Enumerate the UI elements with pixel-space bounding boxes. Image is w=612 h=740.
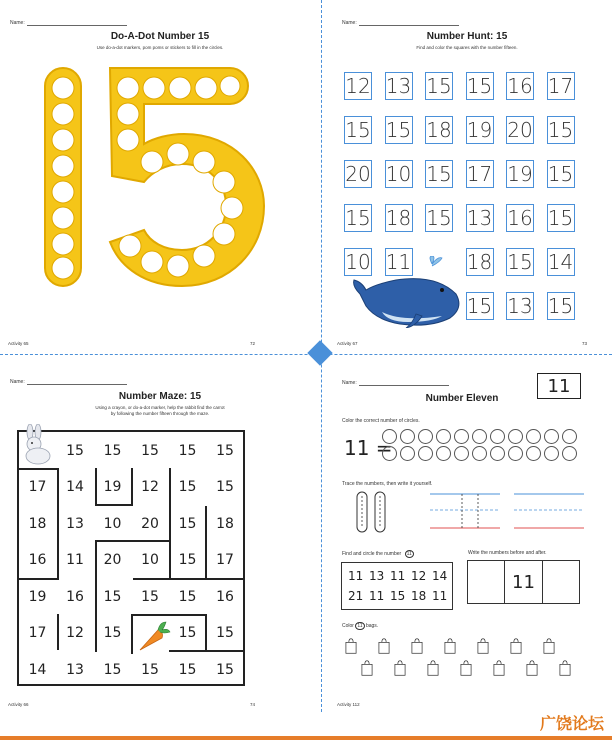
count-circle[interactable] <box>400 446 415 461</box>
hunt-cell[interactable]: 12 <box>345 74 371 98</box>
maze-wall <box>169 468 171 578</box>
count-circle[interactable] <box>454 446 469 461</box>
before-after-instruction: Write the numbers before and after. <box>468 550 547 556</box>
maze-cell[interactable]: 15 <box>178 588 197 605</box>
footer-left: Activity 112 <box>337 702 360 707</box>
maze-cell[interactable]: 15 <box>216 661 234 678</box>
hunt-cell[interactable]: 18 <box>466 250 493 274</box>
hunt-cell[interactable]: 13 <box>466 206 493 230</box>
hunt-cell[interactable]: 10 <box>385 162 412 186</box>
count-circle[interactable] <box>454 429 469 444</box>
maze-cell[interactable]: 15 <box>66 442 84 459</box>
hunt-cell[interactable]: 15 <box>426 206 452 230</box>
before-slot[interactable] <box>468 561 505 603</box>
find-number-item[interactable]: 13 <box>369 569 385 583</box>
hunt-cell[interactable]: 16 <box>507 206 533 230</box>
maze-wall <box>95 540 171 542</box>
maze-cell[interactable]: 18 <box>216 515 234 532</box>
bags-suffix: bags. <box>365 623 379 629</box>
bags-instruction <box>342 622 378 630</box>
hunt-cell[interactable]: 15 <box>466 74 493 98</box>
find-number-item[interactable]: 15 <box>390 589 406 603</box>
maze-cell[interactable]: 20 <box>103 552 122 568</box>
maze-wall <box>169 650 245 652</box>
footer-left: Activity 67 <box>337 341 358 346</box>
count-circle[interactable] <box>436 429 451 444</box>
maze-cell[interactable]: 15 <box>178 661 197 678</box>
count-circle[interactable] <box>490 429 505 444</box>
bag-icon[interactable] <box>509 638 523 654</box>
dot-number-15 <box>40 62 280 290</box>
maze-wall <box>19 578 59 580</box>
maze-cell[interactable]: 15 <box>141 442 159 459</box>
hunt-cell[interactable]: 20 <box>507 118 533 142</box>
hunt-cell[interactable]: 15 <box>426 162 452 186</box>
hunt-cell[interactable]: 11 <box>385 250 412 274</box>
find-number-item[interactable]: 14 <box>432 569 448 583</box>
bag-icon[interactable] <box>360 660 374 676</box>
instruction-line-1: Using a crayon, or do-a-dot marker, help the rabbit find the carrot <box>95 405 225 410</box>
maze-cell[interactable]: 15 <box>178 552 197 568</box>
count-circle[interactable] <box>418 429 433 444</box>
maze-cell[interactable]: 13 <box>66 515 84 532</box>
page-title: Number Maze: 15 <box>118 391 202 402</box>
count-circle[interactable] <box>472 429 487 444</box>
find-instruction-text: Find and circle the number <box>342 551 402 557</box>
bags-number: 11 <box>357 623 363 629</box>
hunt-cell[interactable]: 18 <box>385 206 412 230</box>
carrot-icon <box>136 620 172 654</box>
maze-wall <box>131 468 133 504</box>
maze-wall <box>205 578 245 580</box>
find-number-item[interactable]: 11 <box>432 589 448 603</box>
maze-cell[interactable]: 16 <box>28 552 47 568</box>
maze-cell[interactable]: 10 <box>141 552 159 568</box>
whale-icon <box>352 256 462 328</box>
footer-right: 74 <box>250 702 256 707</box>
name-field: Name: <box>10 379 127 385</box>
bag-icon[interactable] <box>443 638 457 654</box>
maze-wall <box>131 614 133 654</box>
bag-icon[interactable] <box>558 660 572 676</box>
maze-cell[interactable]: 12 <box>66 625 84 641</box>
count-circle[interactable] <box>562 429 577 444</box>
find-number-item[interactable]: 21 <box>348 589 364 603</box>
bottom-bar <box>0 736 612 740</box>
hunt-cell[interactable]: 15 <box>547 294 574 318</box>
maze-cell[interactable]: 15 <box>103 442 122 459</box>
eleven-equals-label: 11 = <box>344 436 393 460</box>
maze-wall <box>133 578 207 580</box>
find-number-item[interactable]: 11 <box>390 569 406 583</box>
maze-wall <box>131 614 207 616</box>
bag-icon[interactable] <box>393 660 407 676</box>
count-circle[interactable] <box>382 429 397 444</box>
maze-cell[interactable]: 17 <box>28 625 47 641</box>
rabbit-icon <box>18 424 54 466</box>
footer-left: Activity 65 <box>8 341 29 346</box>
bag-icon[interactable] <box>426 660 440 676</box>
count-circle[interactable] <box>508 446 523 461</box>
middle-number: 11 <box>505 561 542 603</box>
name-field: Name: <box>342 20 459 26</box>
hunt-cell[interactable]: 15 <box>345 206 371 230</box>
maze-cell[interactable]: 15 <box>216 479 234 495</box>
hunt-cell[interactable]: 15 <box>507 250 533 274</box>
maze-wall <box>95 468 97 504</box>
hunt-cell[interactable]: 17 <box>547 74 574 98</box>
find-number-item[interactable]: 11 <box>348 569 364 583</box>
page-title: Number Hunt: 15 <box>426 31 508 42</box>
hunt-cell[interactable]: 15 <box>547 118 574 142</box>
count-circle[interactable] <box>400 429 415 444</box>
bag-icon[interactable] <box>344 638 358 654</box>
find-number-item[interactable]: 12 <box>411 569 427 583</box>
name-field: Name: <box>10 20 127 26</box>
find-number-item[interactable]: 11 <box>369 589 385 603</box>
maze-cell[interactable]: 15 <box>178 515 197 532</box>
count-circle[interactable] <box>490 446 505 461</box>
hunt-cell[interactable]: 18 <box>426 118 452 142</box>
maze-cell[interactable]: 18 <box>28 515 47 532</box>
before-after-box <box>467 560 580 604</box>
instruction-line-2: by following the number fifteen through the maze. <box>110 411 210 416</box>
hunt-cell[interactable]: 20 <box>345 162 371 186</box>
bag-icon[interactable] <box>492 660 506 676</box>
count-circle[interactable] <box>508 429 523 444</box>
maze-cell[interactable]: 15 <box>178 625 197 641</box>
hunt-cell[interactable]: 15 <box>345 118 371 142</box>
maze-cell[interactable]: 15 <box>103 661 122 678</box>
count-circle[interactable] <box>562 446 577 461</box>
find-number: 11 <box>406 551 412 557</box>
hunt-cell[interactable]: 19 <box>466 118 493 142</box>
hunt-cell[interactable]: 15 <box>385 118 412 142</box>
find-box <box>341 562 453 610</box>
maze-board <box>17 430 245 686</box>
bag-icon[interactable] <box>377 638 391 654</box>
color-instruction: Color the correct number of circles. <box>342 418 420 424</box>
footer-right: 72 <box>250 341 256 346</box>
maze-cell[interactable]: 15 <box>216 442 234 459</box>
bags-prefix: Color <box>342 623 354 629</box>
maze-cell[interactable]: 16 <box>66 588 84 605</box>
instruction: Use do-a-dot markers, pom poms or stickers to fill in the circles. <box>96 45 224 50</box>
maze-cell[interactable]: 15 <box>216 625 234 641</box>
count-circle[interactable] <box>544 429 559 444</box>
center-diamond <box>307 340 332 365</box>
after-slot[interactable] <box>543 561 579 603</box>
maze-cell[interactable]: 15 <box>103 625 122 641</box>
count-circle[interactable] <box>526 446 541 461</box>
find-instruction <box>342 550 414 558</box>
count-circle[interactable] <box>544 446 559 461</box>
maze-cell[interactable]: 17 <box>216 552 234 568</box>
count-circle[interactable] <box>526 429 541 444</box>
maze-wall <box>19 468 59 470</box>
hunt-cell[interactable]: 16 <box>507 74 533 98</box>
maze-cell[interactable]: 15 <box>141 661 159 678</box>
find-number-item[interactable]: 18 <box>411 589 427 603</box>
count-circle[interactable] <box>436 446 451 461</box>
instruction <box>20 405 300 417</box>
maze-cell[interactable]: 10 <box>103 515 122 532</box>
footer-right: 73 <box>582 341 588 346</box>
hunt-cell[interactable]: 15 <box>426 74 452 98</box>
maze-cell[interactable]: 12 <box>141 479 159 495</box>
maze-cell[interactable]: 17 <box>28 479 47 495</box>
maze-cell[interactable]: 16 <box>216 588 234 605</box>
maze-wall <box>205 616 207 652</box>
footer-left: Activity 66 <box>8 702 29 707</box>
hunt-cell[interactable]: 15 <box>466 294 493 318</box>
maze-wall <box>95 504 133 506</box>
count-circle[interactable] <box>472 446 487 461</box>
maze-cell[interactable]: 19 <box>28 588 47 605</box>
maze-cell[interactable]: 15 <box>178 442 197 459</box>
maze-wall <box>57 468 59 578</box>
maze-cell[interactable]: 19 <box>103 479 122 495</box>
hunt-cell[interactable]: 15 <box>547 162 574 186</box>
bag-icon[interactable] <box>410 638 424 654</box>
hunt-cell[interactable]: 19 <box>507 162 533 186</box>
hunt-cell[interactable]: 17 <box>466 162 493 186</box>
count-circle[interactable] <box>418 446 433 461</box>
maze-wall <box>57 614 59 650</box>
number-box: 11 <box>537 373 581 399</box>
hunt-cell[interactable]: 14 <box>547 250 574 274</box>
maze-cell[interactable]: 13 <box>66 661 84 678</box>
bag-icon[interactable] <box>459 660 473 676</box>
maze-cell[interactable]: 15 <box>103 588 122 605</box>
watermark: 广饶论坛 <box>539 716 604 733</box>
page-title: Number Eleven <box>425 393 499 404</box>
maze-cell[interactable]: 14 <box>66 479 84 495</box>
maze-cell[interactable]: 15 <box>141 588 159 605</box>
bag-icon[interactable] <box>542 638 556 654</box>
maze-cell[interactable]: 11 <box>66 552 84 568</box>
page-title: Do-A-Dot Number 15 <box>110 31 210 42</box>
maze-wall <box>205 506 207 578</box>
trace-instruction: Trace the numbers, then write it yourself. <box>342 481 433 487</box>
name-field: Name: <box>342 380 449 386</box>
maze-cell[interactable]: 14 <box>28 661 47 678</box>
maze-cell[interactable]: 15 <box>178 479 197 495</box>
hunt-cell[interactable]: 10 <box>345 250 371 274</box>
bag-icon[interactable] <box>525 660 539 676</box>
maze-wall <box>95 540 97 652</box>
hunt-cell[interactable]: 13 <box>385 74 412 98</box>
instruction: Find and color the squares with the number fifteen. <box>416 45 518 50</box>
hunt-cell[interactable]: 13 <box>507 294 533 318</box>
maze-cell[interactable]: 20 <box>141 515 159 532</box>
trace-area <box>352 490 592 534</box>
bag-icon[interactable] <box>476 638 490 654</box>
horizontal-divider <box>0 354 612 355</box>
hunt-cell[interactable]: 15 <box>547 206 574 230</box>
count-circle[interactable] <box>382 446 397 461</box>
